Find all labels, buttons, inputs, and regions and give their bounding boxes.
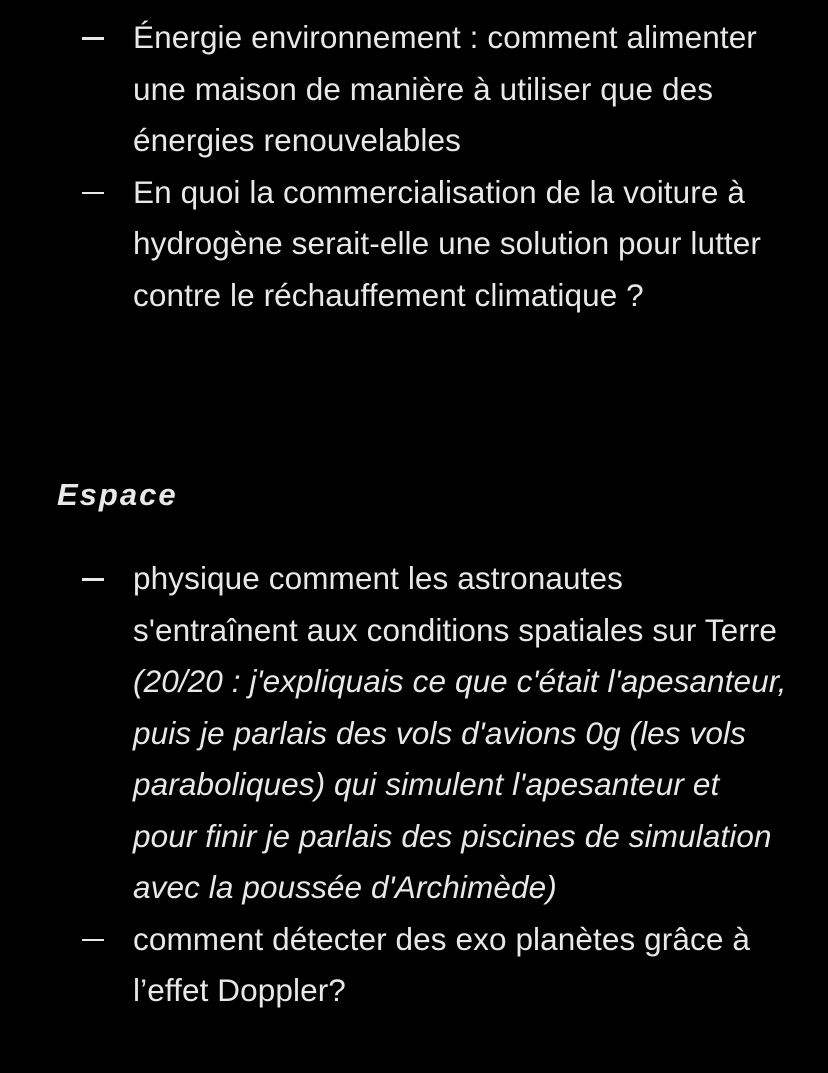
list-item-text: En quoi la commercialisation de la voiture à hydrogène serait-elle une solution pour lutter contre le réchauffement climatique ? xyxy=(133,173,761,313)
list-item xyxy=(0,12,828,167)
list-item-note: (20/20 : j'expliquais ce que c'était l'apesanteur, puis je parlais des vols d'avions 0g (les vols paraboliques) qui simulent l'apesanteur et pour finir je parlais des piscines de simulation avec la poussée d'Archimède) xyxy=(133,663,787,905)
list-item xyxy=(0,553,828,914)
list-item-text: comment détecter des exo planètes grâce à l’effet Doppler? xyxy=(133,920,750,1008)
section-heading-espace: Espace xyxy=(57,477,178,512)
list-item-text: physique comment les astronautes s'entraînent aux conditions spatiales sur Terre xyxy=(133,560,777,648)
list-item xyxy=(0,914,828,1017)
list-item-text: Énergie environnement : comment alimenter une maison de manière à utiliser que des énergies renouvelables xyxy=(133,19,757,158)
topic-list-space xyxy=(0,553,828,1017)
list-item xyxy=(0,167,828,322)
topic-list-energy xyxy=(0,12,828,321)
